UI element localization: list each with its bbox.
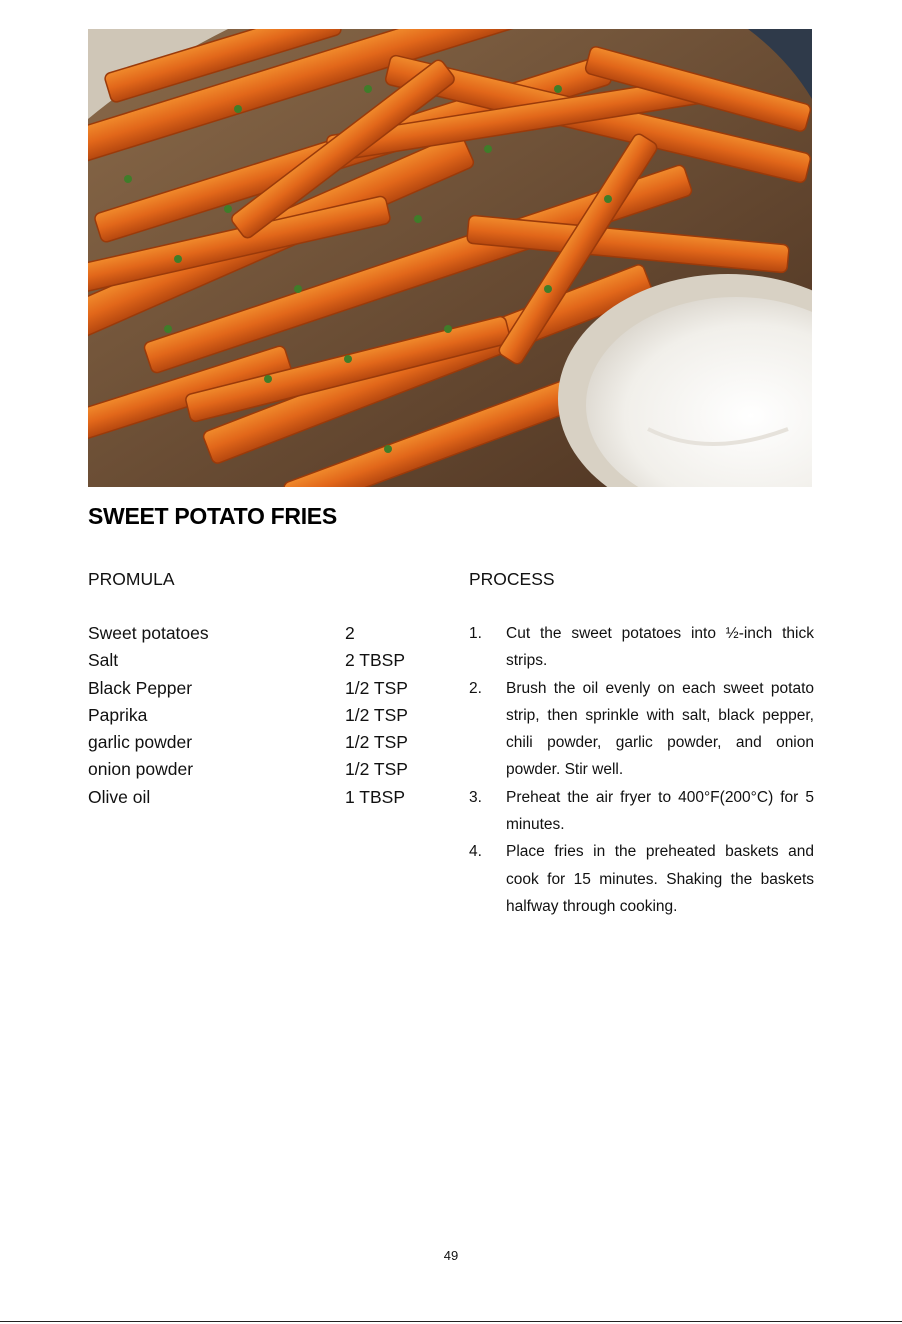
ingredient-name: garlic powder (88, 732, 193, 753)
step-number: 2. (469, 679, 482, 697)
step-text: Brush the oil evenly on each sweet potato strip, then sprinkle with salt, black pepper, chili powder, garlic powder, and onion powder. Stir well. (506, 679, 814, 779)
ingredient-name: Paprika (88, 704, 148, 725)
process-step (469, 838, 814, 920)
ingredient-quantity: 1/2 TSP (345, 759, 408, 780)
process-step (469, 784, 814, 839)
ingredient-name: Sweet potatoes (88, 623, 209, 643)
herb-fleck (414, 215, 422, 223)
ingredient-list (88, 620, 438, 811)
process-heading: PROCESS (469, 569, 555, 589)
recipe-title: SWEET POTATO FRIES (88, 503, 337, 529)
step-text: Cut the sweet potatoes into ½-inch thick strips. (506, 625, 814, 670)
step-text: Preheat the air fryer to 400°F(200°C) for 5 minutes. (506, 788, 814, 834)
sweet-potato-fries-image (88, 29, 812, 487)
herb-fleck (164, 325, 172, 333)
ingredient-row (88, 702, 438, 729)
step-text: Place fries in the preheated baskets and cook for 15 minutes. Shaking the baskets halfway through cooking. (506, 843, 814, 915)
step-number: 4. (469, 843, 482, 861)
herb-fleck (124, 175, 132, 183)
herb-fleck (384, 445, 392, 453)
ingredient-row (88, 675, 438, 702)
ingredient-row (88, 756, 438, 783)
ingredient-quantity: 1/2 TSP (345, 732, 408, 753)
herb-fleck (224, 205, 232, 213)
ingredient-quantity: 2 (345, 623, 355, 643)
page-bottom-rule (0, 1321, 902, 1322)
herb-fleck (264, 375, 272, 383)
step-number: 1. (469, 625, 482, 642)
herb-fleck (484, 145, 492, 153)
herb-fleck (544, 285, 552, 293)
herb-fleck (554, 85, 562, 93)
herb-fleck (604, 195, 612, 203)
herb-fleck (344, 355, 352, 363)
ingredient-name: Salt (88, 650, 119, 671)
herb-fleck (294, 285, 302, 293)
herb-fleck (234, 105, 242, 113)
herb-fleck (444, 325, 452, 333)
page-number: 49 (443, 1248, 459, 1263)
ingredients-heading: PROMULA (88, 569, 175, 589)
ingredient-quantity: 1 TBSP (345, 786, 405, 807)
process-step (469, 620, 814, 675)
ingredient-row (88, 620, 438, 647)
herb-fleck (174, 255, 182, 263)
step-number: 3. (469, 788, 482, 806)
ingredient-quantity: 1/2 TSP (345, 677, 408, 698)
recipe-photo (88, 29, 812, 487)
ingredient-name: onion powder (88, 759, 194, 780)
herb-fleck (364, 85, 372, 93)
process-step (469, 675, 814, 784)
ingredient-name: Black Pepper (88, 677, 193, 698)
ingredient-row (88, 784, 438, 811)
process-steps (469, 620, 814, 920)
ingredient-quantity: 1/2 TSP (345, 704, 408, 725)
ingredient-row (88, 729, 438, 756)
ingredient-name: Olive oil (88, 786, 151, 807)
ingredient-row (88, 647, 438, 674)
ingredient-quantity: 2 TBSP (345, 650, 405, 671)
